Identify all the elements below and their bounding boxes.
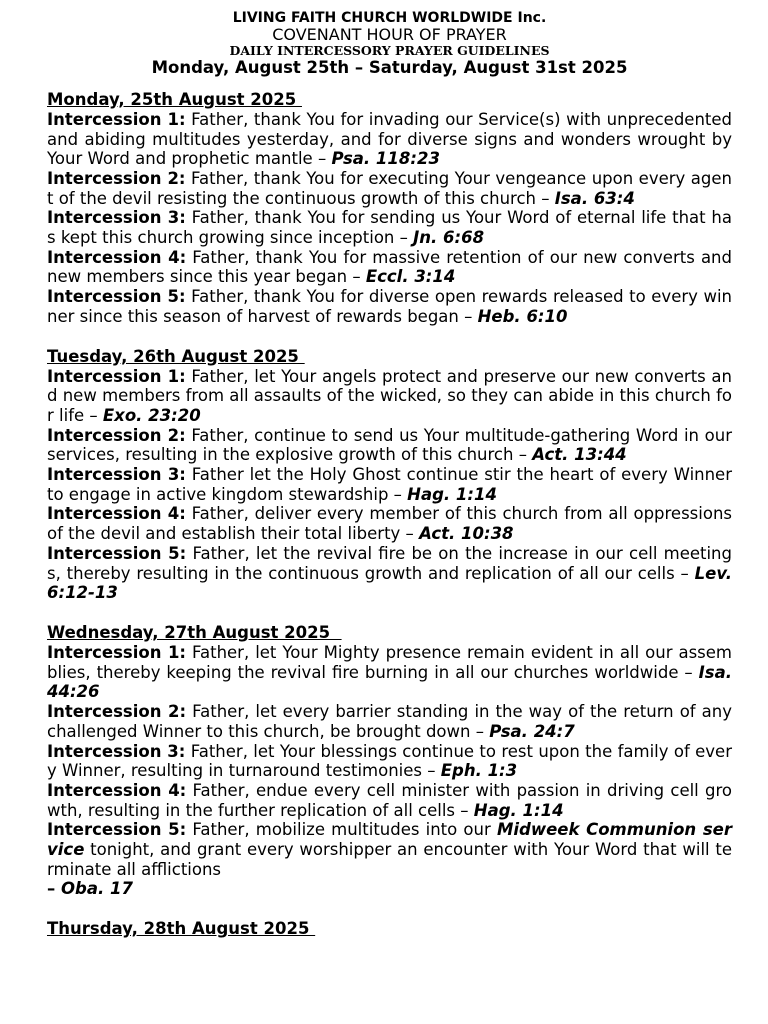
scripture-reference: Heb. 6:10 [477,306,568,326]
intercession-text: Father, mobilize multitudes into our [186,820,497,840]
prayer-guide-page [47,10,732,939]
scripture-reference: Eccl. 3:14 [365,267,456,287]
intercession-item [47,544,732,603]
intercession-label: Intercession 2: [47,425,186,445]
intercession-text: Father, thank You for invading our Service(s) with unprecedented and abiding multitudes yesterday, and for diverse signs and wonders wrought by Your Word and prophetic mantle – [47,109,733,169]
day-heading: Wednesday, 27th August 2025 [47,623,342,642]
scripture-reference: Jn. 6:68 [413,228,485,248]
intercession-item [47,742,732,781]
intercession-text: Father, let every barrier standing in the way of the return of any challenged Winner to this church, be brought down – [47,702,732,741]
document-header [47,10,732,78]
scripture-reference: Lev. 6:12-13 [47,563,732,603]
intercession-label: Intercession 2: [47,168,186,188]
intercession-text: Father, let Your angels protect and preserve our new converts and new members from all assaults of the wicked, so they can abide in this church for life – [47,366,733,425]
document-subtitle: DAILY INTERCESSORY PRAYER GUIDELINES [229,43,550,59]
scripture-reference: Act. 13:44 [532,445,627,465]
intercession-label: Intercession 4: [47,504,186,524]
day-section-tuesday [47,347,732,603]
scripture-reference: Hag. 1:14 [407,484,497,504]
intercession-reference-line [47,879,732,899]
intercession-label: Intercession 1: [47,366,186,386]
scripture-reference: Psa. 24:7 [489,721,575,741]
intercession-text: Father, let Your blessings continue to rest upon the family of every Winner, resulting in turnaround testimonies – [47,741,732,781]
intercession-text: Father, continue to send us Your multitude-gathering Word in our services, resulting in the explosive growth of this church – [47,425,732,465]
intercession-label: Intercession 5: [47,287,186,307]
scripture-reference: Psa. 118:23 [331,149,440,169]
intercession-text: Father, thank You for diverse open rewards released to every winner since this season of harvest of rewards began – [47,287,732,326]
intercession-label: Intercession 1: [47,109,186,129]
intercession-label: Intercession 3: [47,741,186,761]
day-section-thursday [47,919,732,939]
intercession-text-continued: tonight, and grant every worshipper an encounter with Your Word that will terminate all afflictions [47,840,732,879]
intercession-item [47,367,732,426]
intercession-label: Intercession 2: [47,702,187,722]
intercession-label: Intercession 5: [47,543,187,563]
intercession-text: Father, thank You for executing Your vengeance upon every agent of the devil resisting the continuous growth of this church – [47,168,732,208]
intercession-label: Intercession 4: [47,247,187,267]
scripture-reference: Isa. 44:26 [47,662,732,702]
intercession-item [47,248,732,287]
intercession-text: Father, thank You for massive retention of our new converts and new members since this year began – [47,247,732,287]
day-heading: Thursday, 28th August 2025 [47,919,316,939]
scripture-reference: Isa. 63:4 [554,188,635,208]
document-title: COVENANT HOUR OF PRAYER [272,25,507,45]
intercession-item [47,781,732,820]
intercession-item [47,426,732,465]
organization-name: LIVING FAITH CHURCH WORLDWIDE Inc. [232,10,547,26]
scripture-reference: Hag. 1:14 [473,800,564,820]
intercession-label: Intercession 3: [47,465,186,485]
intercession-item [47,169,732,208]
scripture-reference: Exo. 23:20 [102,405,201,425]
intercession-item [47,465,732,504]
intercession-item [47,287,732,326]
scripture-reference: Eph. 1:3 [440,761,518,781]
intercession-text: Father, endue every cell minister with passion in driving cell growth, resulting in the further replication of all cells – [47,780,732,820]
intercession-text: Father, let Your Mighty presence remain evident in all our assemblies, thereby keeping the revival fire burning in all our churches worldwide – [47,643,732,682]
intercession-item [47,504,732,543]
intercession-item [47,702,732,741]
day-section-wednesday [47,623,732,899]
reference-dash: – [47,879,61,899]
intercession-label: Intercession 5: [47,820,187,840]
scripture-reference: Act. 10:38 [419,524,514,544]
days-list [47,90,732,939]
intercession-text: Father, deliver every member of this church from all oppressions of the devil and establish their total liberty – [47,504,733,544]
intercession-text: Father, thank You for sending us Your Word of eternal life that has kept this church growing since inception – [47,208,733,248]
intercession-item [47,208,732,247]
date-range: Monday, August 25th – Saturday, August 31st 2025 [151,57,628,77]
day-section-monday [47,90,732,327]
intercession-text: Father, let the revival fire be on the increase in our cell meetings, thereby resulting in the continuous growth and replication of all our cells – [47,543,732,583]
scripture-reference: Oba. 17 [61,879,133,899]
intercession-label: Intercession 3: [47,208,186,228]
intercession-item [47,820,732,879]
intercession-label: Intercession 4: [47,780,187,800]
intercession-item [47,643,732,702]
intercession-item [47,110,732,169]
service-name: Midweek Communion service [47,820,733,860]
day-heading: Tuesday, 26th August 2025 [47,346,305,366]
intercession-label: Intercession 1: [47,643,187,662]
day-heading: Monday, 25th August 2025 [47,89,302,109]
intercession-text: Father let the Holy Ghost continue stir the heart of every Winner to engage in active kingdom stewardship – [47,465,732,504]
